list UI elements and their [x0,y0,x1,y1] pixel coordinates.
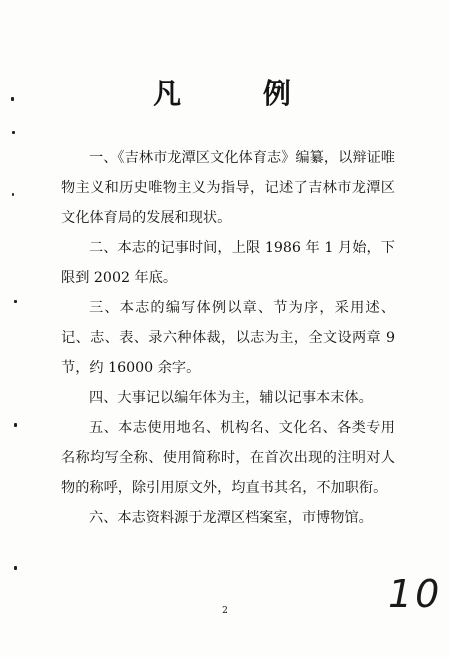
handwritten-page-note: 10 [388,572,443,616]
page-number: 2 [222,606,228,616]
paragraph-3: 三、本志的编写体例以章、节为序，采用述、记、志、表、录六种体裁，以志为主，全文设两章 9 节，约 16000 余字。 [61,300,395,376]
body-text [61,143,395,533]
page-title: 凡 例 [153,77,327,110]
paragraph-4: 四、大事记以编年体为主，辅以记事本末体。 [89,390,373,406]
scan-mark [12,193,14,196]
paragraph-1: 一、《吉林市龙潭区文化体育志》编纂，以辩证唯物主义和历史唯物主义为指导，记述了吉林市龙潭区文化体育局的发展和现状。 [61,150,395,226]
scan-mark [14,423,17,427]
scan-mark [14,566,17,570]
paragraph-6: 六、本志资料源于龙潭区档案室，市博物馆。 [89,510,373,526]
paragraph-5: 五、本志使用地名、机构名、文化名、各类专用名称均写全称、使用简称时，在首次出现的注明对人物的称呼，除引用原文外，均直书其名，不加职衔。 [61,420,395,496]
scan-mark [12,131,15,134]
scan-mark [14,300,17,303]
paragraph-2: 二、本志的记事时间，上限 1986 年 1 月始，下限到 2002 年底。 [61,240,395,286]
